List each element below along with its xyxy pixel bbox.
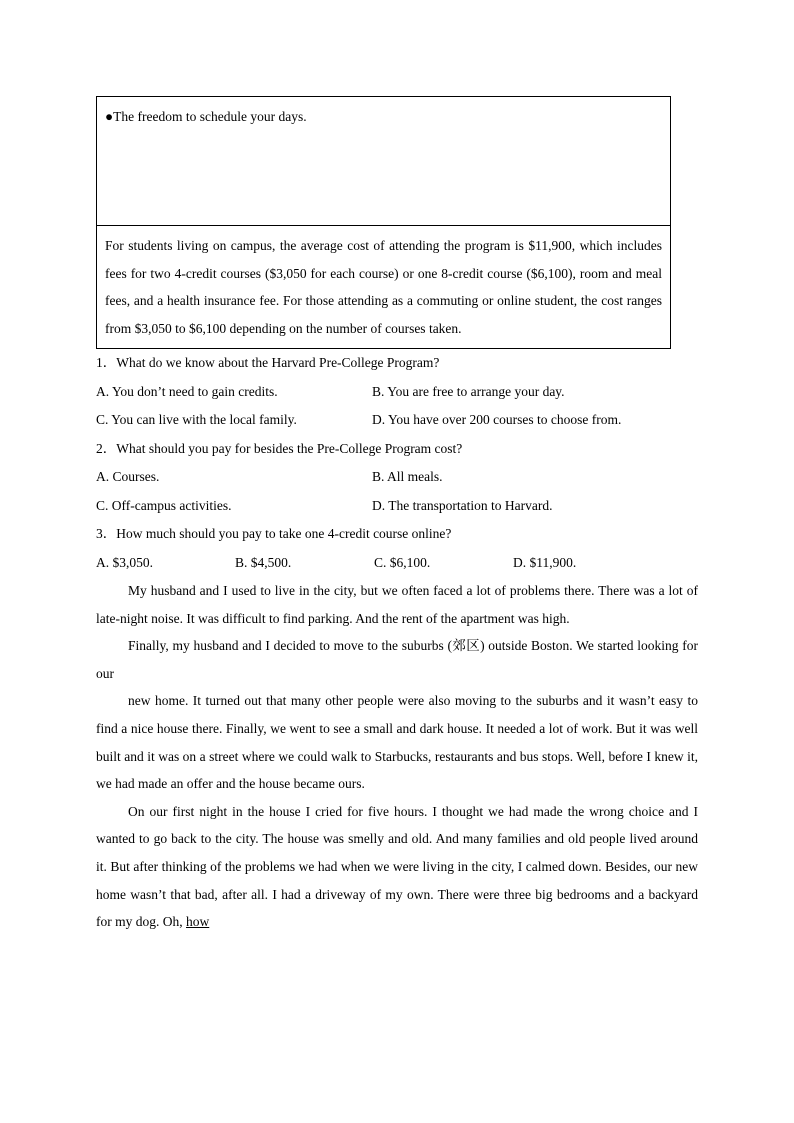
question-2-stem: 2．What should you pay for besides the Pre-College Program cost? xyxy=(96,440,463,456)
passage-paragraph-4 xyxy=(96,798,698,936)
question-1-option-d: D. You have over 200 courses to choose from. xyxy=(372,412,622,427)
reading-passage xyxy=(96,577,698,936)
question-3-options-row xyxy=(96,549,698,578)
question-2-option-c: C. Off-campus activities. xyxy=(96,497,232,513)
question-1-stem: 1．What do we know about the Harvard Pre-College Program? xyxy=(96,355,440,370)
cost-cell xyxy=(97,226,671,349)
question-3-stem: 3．How much should you pay to take one 4-credit course online? xyxy=(96,526,452,541)
question-2-options-row-1 xyxy=(96,463,698,492)
question-1-options-row-1 xyxy=(96,378,698,407)
questions-section xyxy=(96,349,698,577)
document-page xyxy=(96,96,698,936)
question-1-options-row-2 xyxy=(96,406,698,435)
passage-paragraph-2: Finally, my husband and I decided to move to the suburbs (郊区) outside Boston. We started looking for our xyxy=(96,638,698,681)
question-2-option-a: A. Courses. xyxy=(96,469,160,484)
program-info-table xyxy=(96,96,671,349)
question-2-option-b: B. All meals. xyxy=(372,469,443,484)
question-1-option-c: C. You can live with the local family. xyxy=(96,412,297,427)
freedom-bullet-text: ●The freedom to schedule your days. xyxy=(105,109,307,124)
passage-paragraph-4-text: On our first night in the house I cried for five hours. I thought we had made the wrong choice and I wanted to go back to the city. The house was smelly and old. And many families and old people lived around it. But after thinking of the problems we had when we were living in the city, I calmed down. Besides, our new home wasn’t that bad, after all. I had a driveway of my own. There were three big bedrooms and a backyard for my dog. Oh, xyxy=(96,803,698,930)
question-3-option-d: D. $11,900. xyxy=(513,554,577,570)
freedom-cell xyxy=(97,97,671,226)
passage-paragraph-3: new home. It turned out that many other people were also moving to the suburbs and it wasn’t easy to find a nice house there. Finally, we went to see a small and dark house. It needed a lot of work. But it was well built and it was on a street where we could walk to Starbucks, restaurants and bus stops. Well, before I knew it, we had made an offer and the house became ours. xyxy=(96,693,698,792)
question-3-option-b: B. $4,500. xyxy=(235,554,292,570)
passage-paragraph-1: My husband and I used to live in the city, but we often faced a lot of problems there. There was a lot of late-night noise. It was difficult to find parking. And the rent of the apartment was high. xyxy=(96,583,698,626)
question-3-option-a: A. $3,050. xyxy=(96,554,153,570)
question-1-option-b: B. You are free to arrange your day. xyxy=(372,383,565,399)
question-3-option-c: C. $6,100. xyxy=(374,554,431,570)
question-2-option-d: D. The transportation to Harvard. xyxy=(372,497,553,513)
cost-paragraph: For students living on campus, the average cost of attending the program is $11,900, which includes fees for two 4-credit courses ($3,050 for each course) or one 8-credit course ($6,100), room and meal fees, and a health insurance fee. For those attending as a commuting or online student, the cost ranges from $3,050 to $6,100 depending on the number of courses taken. xyxy=(105,238,662,336)
underlined-word: how xyxy=(186,914,210,930)
question-2-options-row-2 xyxy=(96,492,698,521)
question-1-option-a: A. You don’t need to gain credits. xyxy=(96,383,278,399)
